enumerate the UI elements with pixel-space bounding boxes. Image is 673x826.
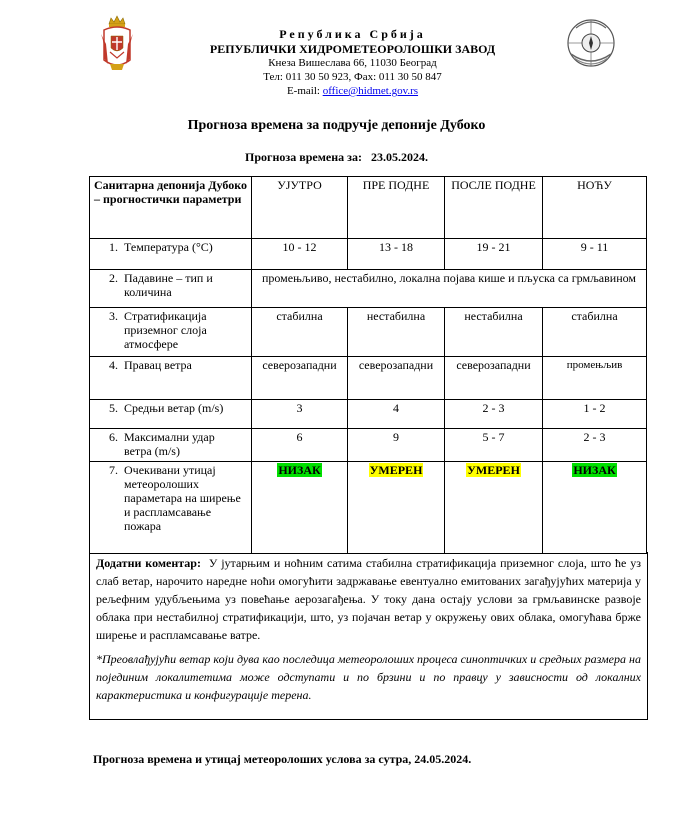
table-cell — [252, 462, 348, 554]
table-cell: промењљив — [543, 357, 647, 400]
table-cell — [348, 462, 445, 554]
row-label-text: Температура (°C) — [124, 240, 213, 254]
table-header-row — [90, 177, 647, 239]
forecast-date-line — [0, 150, 673, 165]
row-label — [90, 400, 252, 429]
row-number: 2. — [109, 271, 118, 285]
row-label-text: Средњи ветар (m/s) — [124, 401, 224, 415]
table-cell — [543, 462, 647, 554]
row-label-text: Стратификација приземног слоја атмосфере — [124, 309, 207, 351]
table-cell: 5 - 7 — [445, 429, 543, 462]
table-cell — [445, 462, 543, 554]
table-cell: нестабилна — [445, 308, 543, 357]
row-label — [90, 308, 252, 357]
table-cell: северозападни — [445, 357, 543, 400]
table-cell: северозападни — [348, 357, 445, 400]
table-row — [90, 239, 647, 270]
table-cell: 19 - 21 — [445, 239, 543, 270]
impact-badge-moderate: УМЕРЕН — [467, 463, 520, 477]
table-cell: нестабилна — [348, 308, 445, 357]
forecast-table — [89, 176, 647, 554]
table-row — [90, 429, 647, 462]
forecast-date-label: Прогноза времена за: — [245, 150, 362, 164]
table-cell: 2 - 3 — [445, 400, 543, 429]
table-cell: 1 - 2 — [543, 400, 647, 429]
table-row — [90, 308, 647, 357]
row-label — [90, 239, 252, 270]
additional-comment-box — [89, 552, 648, 720]
impact-badge-low: НИЗАК — [573, 463, 616, 477]
row-label-text: Очекивани утицај метеоролоших параметара на ширење и распламсавање пожара — [124, 463, 241, 533]
row-number: 1. — [109, 240, 118, 254]
table-cell: 9 - 11 — [543, 239, 647, 270]
comment-paragraph — [96, 554, 641, 644]
comment-label: Додатни коментар: — [96, 556, 201, 570]
header-republic: Република Србија — [279, 27, 426, 41]
row-number: 3. — [109, 309, 118, 323]
table-cell: 6 — [252, 429, 348, 462]
row-number: 4. — [109, 358, 118, 372]
header-phone: Тел: 011 30 50 923, Фах: 011 30 50 847 — [263, 71, 442, 83]
column-header: УЈУТРО — [252, 177, 348, 239]
row-number: 5. — [109, 401, 118, 415]
table-cell: 3 — [252, 400, 348, 429]
table-cell: 9 — [348, 429, 445, 462]
table-cell: 2 - 3 — [543, 429, 647, 462]
comment-note: *Преовлађујући ветар који дува као последица метеоролоших процеса синоптичких и средњих размера на појединим локалитетима може одступати и по брзини и по правцу у зависности од локалних карактеристика и конфигурације терена. — [96, 652, 641, 702]
header-email-line — [180, 85, 525, 97]
table-row — [90, 462, 647, 554]
header-address: Кнеза Вишеслава 66, 11030 Београд — [268, 57, 437, 69]
column-header: ПОСЛЕ ПОДНЕ — [445, 177, 543, 239]
forecast-date: 23.05.2024. — [370, 150, 428, 164]
row-label-text: Максимални удар ветра (m/s) — [124, 430, 215, 458]
table-cell: 10 - 12 — [252, 239, 348, 270]
row-number: 7. — [109, 463, 118, 477]
page-title: Прогноза времена за подручје депоније Дубоко — [187, 118, 486, 133]
header-institute: РЕПУБЛИЧКИ ХИДРОМЕТЕОРОЛОШКИ ЗАВОД — [209, 42, 496, 56]
table-header-label: Санитарна депонија Дубоко – прогностички параметри — [90, 177, 252, 239]
row-label-text: Падавине – тип и количина — [124, 271, 213, 299]
table-row — [90, 357, 647, 400]
email-label: E-mail: — [286, 85, 320, 97]
impact-badge-moderate: УМЕРЕН — [369, 463, 423, 477]
row-label — [90, 270, 252, 308]
table-cell: 13 - 18 — [348, 239, 445, 270]
table-cell: 4 — [348, 400, 445, 429]
column-header: НОЋУ — [543, 177, 647, 239]
table-cell-merged: промењљиво, нестабилно, локална појава кише и пљуска са грмљавином — [252, 270, 647, 308]
row-label-text: Правац ветра — [124, 358, 192, 372]
comment-text: У јутарњим и ноћним сатима стабилна стратификација приземног слоја, што ће уз слаб ветар, нарочито наредне ноћи омогућити задржавање евентуално емитованих загађујућих материја у рељефним удубљењима уз повећање аерозагађења. У току дана остају услови за грмљавинске развоје облака при нестабилној стратификацији, што, уз појачан ветар у окружењу ових облака, омогућава брже ширење и распламсавање ватре. — [96, 556, 642, 642]
table-row — [90, 400, 647, 429]
serbia-coat-of-arms-icon — [100, 14, 134, 72]
column-header: ПРЕ ПОДНЕ — [348, 177, 445, 239]
table-row — [90, 270, 647, 308]
rhmz-logo-icon — [566, 16, 616, 70]
row-label — [90, 357, 252, 400]
row-label — [90, 462, 252, 554]
next-day-heading: Прогноза времена и утицај метеоролоших услова за сутра, 24.05.2024. — [93, 752, 472, 766]
table-cell: стабилна — [543, 308, 647, 357]
email-link[interactable]: office@hidmet.gov.rs — [322, 85, 419, 97]
row-label — [90, 429, 252, 462]
table-cell: северозападни — [252, 357, 348, 400]
table-cell: стабилна — [252, 308, 348, 357]
impact-badge-low: НИЗАК — [278, 463, 321, 477]
row-number: 6. — [109, 430, 118, 444]
